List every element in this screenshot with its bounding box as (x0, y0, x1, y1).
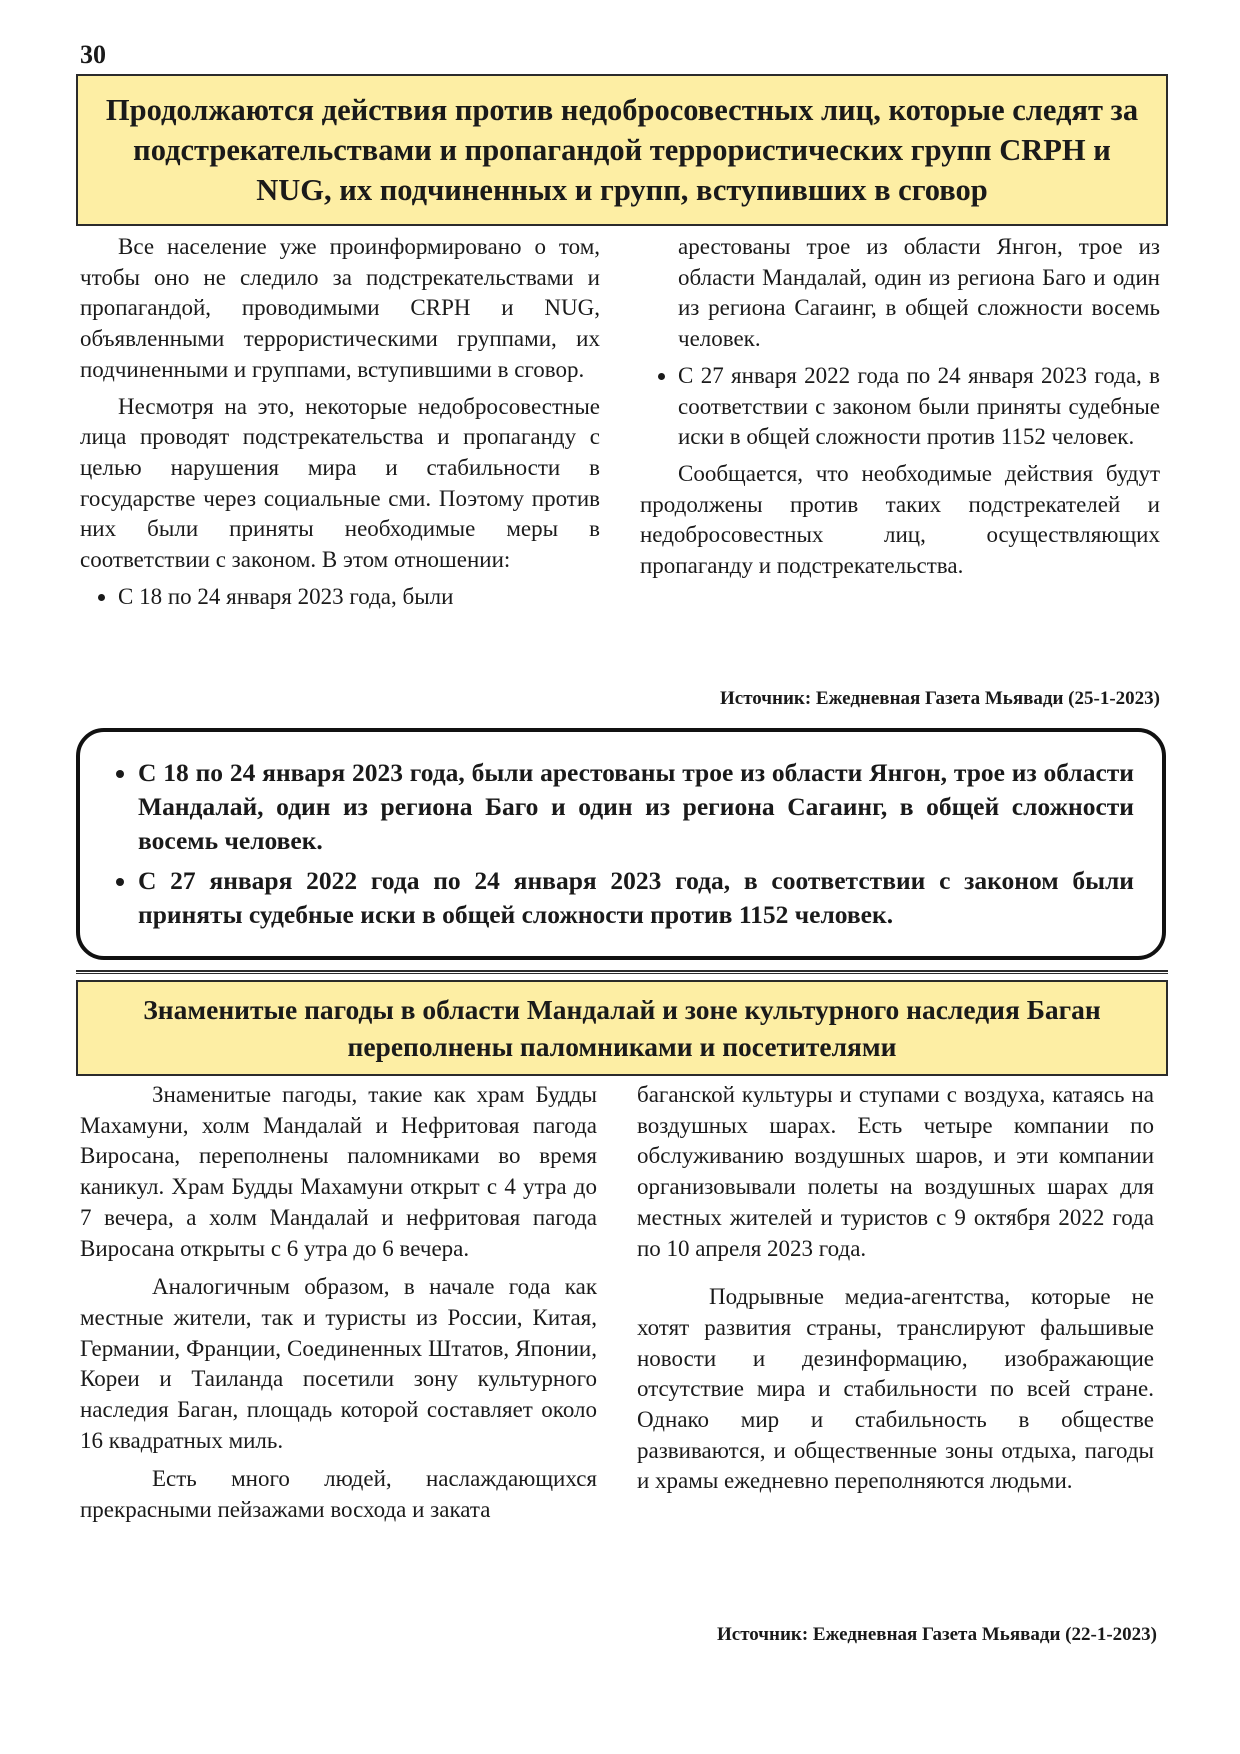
summary-list (110, 756, 1134, 932)
summary-item: • С 27 января 2022 года по 24 января 2023 года, в соответствии с законом были приняты судебные иски в общей сложности против 1152 человек. (138, 864, 1134, 932)
article-2-headline (76, 980, 1168, 1076)
article-1-bullet-item: • С 27 января 2022 года по 24 января 2023 года, в соответствии с законом были приняты судебные иски в общей сложности против 1152 человек. (678, 361, 1160, 453)
article-2-paragraph-continuation: баганской культуры и ступами с воздуха, катаясь на воздушных шарах. Есть четыре компании по обслуживанию воздушных шаров, и эти компании организовывали полеты на воздушных шарах для местных жителей и туристов с 9 октября 2022 года по 10 апреля 2023 года. (637, 1082, 1154, 1261)
article-1-headline (76, 74, 1168, 226)
article-1-headline-text: Продолжаются действия против недобросовестных лиц, которые следят за подстрекательствами и пропагандой террористических групп CRPH и NUG, их подчиненных и групп, вступивших в сговор (105, 93, 1139, 207)
article-1-bullet-list (80, 582, 600, 613)
article-2-column-left (80, 1080, 597, 1534)
section-divider (76, 970, 1168, 974)
page-number: 30 (80, 40, 106, 69)
article-1-column-left (80, 232, 600, 618)
article-1-bullet-item: • С 18 по 24 января 2023 года, были (118, 582, 600, 613)
article-2-headline-text: Знаменитые пагоды в области Мандалай и зоне культурного наследия Баган переполнены паломниками и посетителями (143, 994, 1101, 1062)
article-1-paragraph: Несмотря на это, некоторые недобросовестные лица проводят подстрекательства и пропаганду с целью нарушения мира и стабильности в государстве через социальные сми. Поэтому против них были приняты необходимые меры в соответствии с законом. В этом отношении: (80, 393, 600, 573)
article-1-bullet-list (640, 361, 1160, 453)
article-2-column-right (637, 1080, 1154, 1505)
article-2-paragraph: Аналогичным образом, в начале года как местные жители, так и туристы из России, Китая, Германии, Франции, Соединенных Штатов, Японии, Кореи и Таиланда посетили зону культурного наследия Баган, площадь которой составляет около 16 квадратных миль. (80, 1274, 597, 1453)
article-1-bullet-continuation: арестованы трое из области Янгон, трое из области Мандалай, один из региона Баго и один из региона Сагаинг, в общей сложности восемь человек. (678, 234, 1160, 352)
article-1-paragraph: Сообщается, что необходимые действия будут продолжены против таких подстрекателей и недобросовестных лиц, осуществляющих пропаганду и подстрекательства. (640, 460, 1160, 579)
article-2-paragraph: Есть много людей, наслаждающихся прекрасными пейзажами восхода и заката (80, 1466, 597, 1523)
article-2-paragraph: Знаменитые пагоды, такие как храм Будды Махамуни, холм Мандалай и Нефритовая пагода Виросана, переполнены паломниками во время каникул. Храм Будды Махамуни открыт с 4 утра до 7 вечера, а холм Мандалай и нефритовая пагода Виросана открыты с 6 утра до 6 вечера. (80, 1082, 597, 1261)
article-1-source: Источник: Ежедневная Газета Мьявади (25-1-2023) (720, 688, 1160, 709)
summary-item: • С 18 по 24 января 2023 года, были арестованы трое из области Янгон, трое из области Мандалай, один из региона Баго и один из региона Сагаинг, в общей сложности восемь человек. (138, 756, 1134, 858)
article-2-source: Источник: Ежедневная Газета Мьявади (22-1-2023) (717, 1624, 1157, 1645)
article-1-column-right (640, 232, 1160, 588)
article-1-paragraph: Все население уже проинформировано о том, чтобы оно не следило за подстрекательствами и пропагандой, проводимыми CRPH и NUG, объявленными террористическими группами, их подчиненными и группами, вступившими в сговор. (80, 234, 600, 382)
summary-box (76, 728, 1166, 960)
article-2-paragraph: Подрывные медиа-агентства, которые не хотят развития страны, транслируют фальшивые новости и дезинформацию, изображающие отсутствие мира и стабильности по всей стране. Однако мир и стабильность в обществе развиваются, и общественные зоны отдыха, пагоды и храмы ежедневно переполняются людьми. (637, 1284, 1154, 1494)
